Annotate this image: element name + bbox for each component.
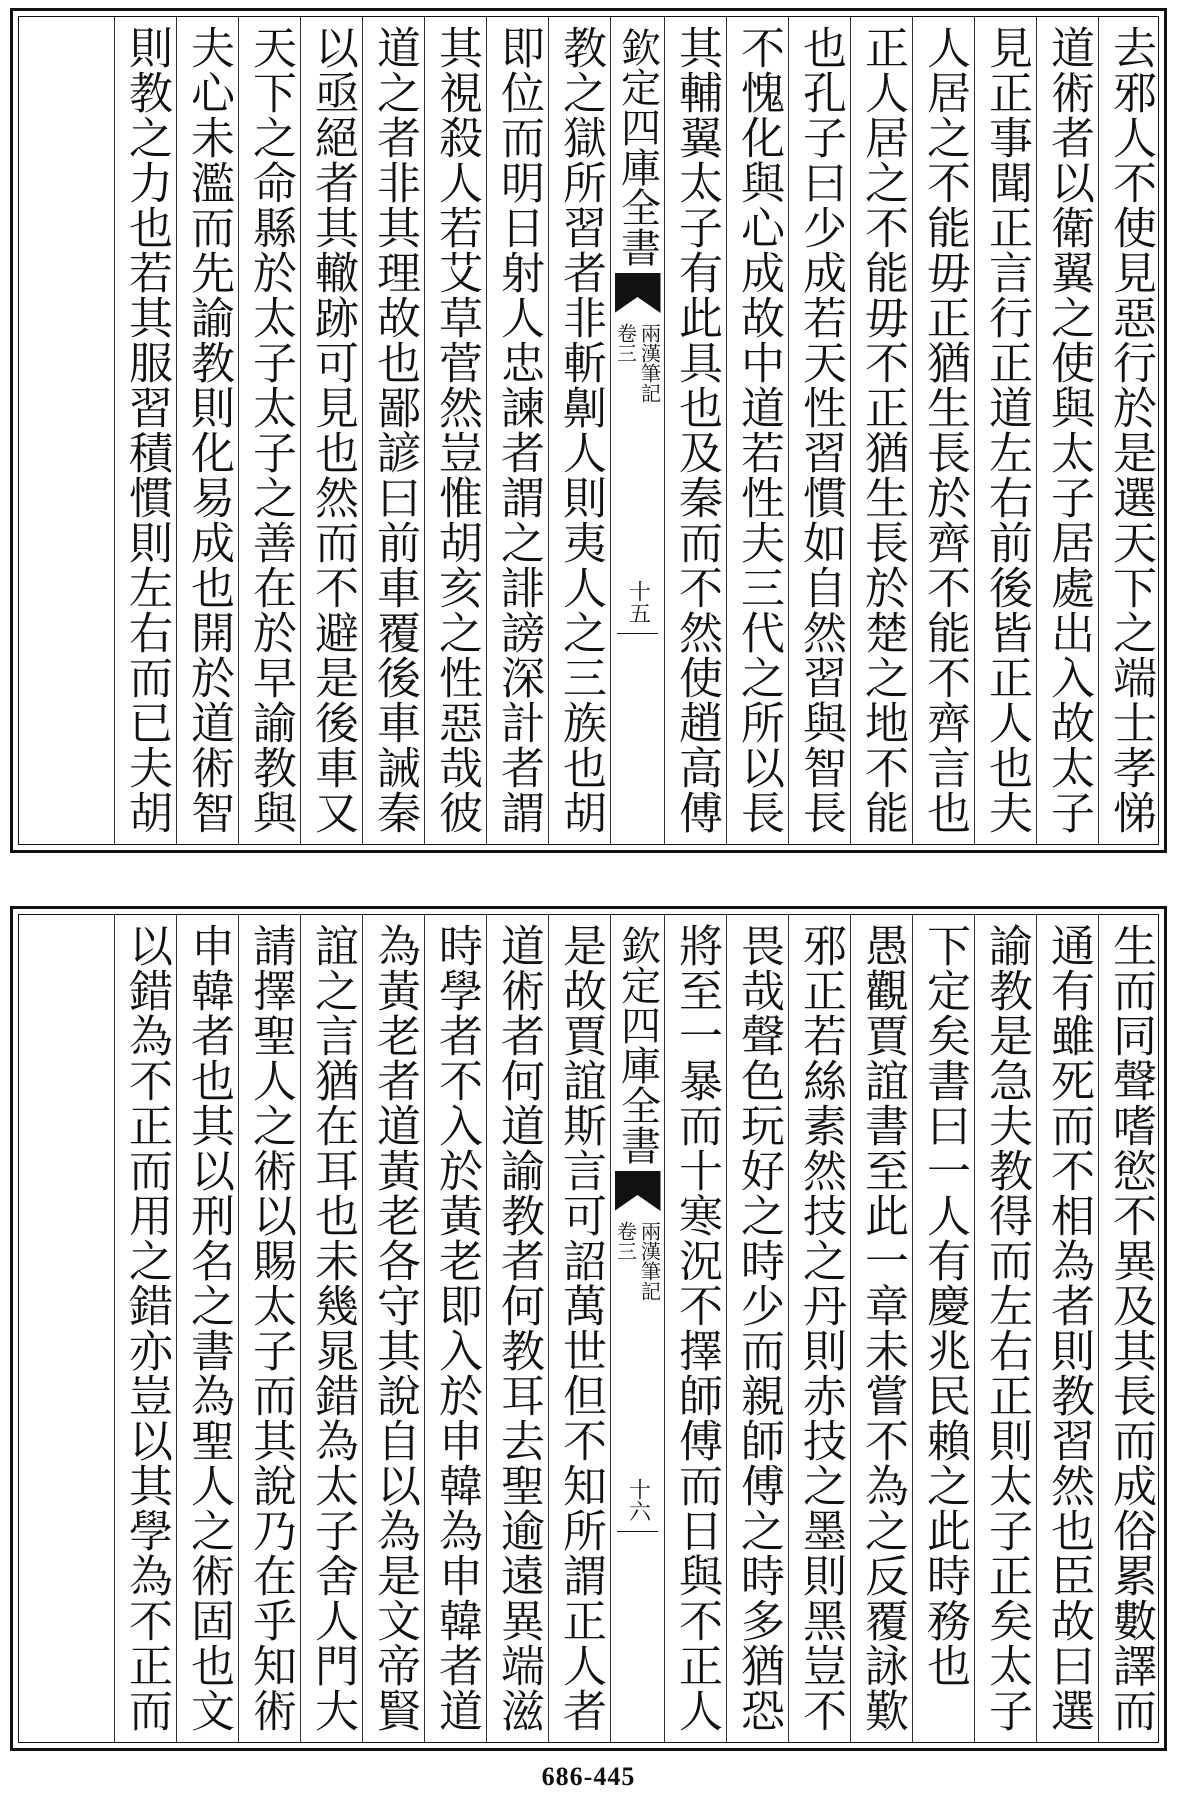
leaf-number: 十六: [625, 1478, 651, 1522]
page-number: 686-445: [541, 1762, 636, 1791]
book-meta: [615, 323, 661, 403]
volume-label: 卷三: [613, 323, 638, 363]
text-column: 以錯為不正而用之錯亦豈以其學為不正而: [114, 915, 176, 1742]
text-column: 也孔子曰少成若天性習慣如自然習與智長: [788, 17, 850, 844]
text-column: 其視殺人若艾草菅然豈惟胡亥之性惡哉彼: [424, 17, 486, 844]
text-column: 申韓者也其以刑名之書為聖人之術固也文: [176, 915, 238, 1742]
text-column: 夫心未濫而先諭教則化易成也開於道術智: [176, 17, 238, 844]
book-title: 兩漢筆記: [637, 1221, 662, 1301]
text-column: 去邪人不使見惡行於是選天下之端士孝悌: [1098, 17, 1160, 844]
text-column: 則教之力也若其服習積慣則左右而已夫胡: [114, 17, 176, 844]
text-column: 邪正若絲素然技之丹則赤技之墨則黑豈不: [788, 915, 850, 1742]
text-column: 誼之言猶在耳也未幾晁錯為太子舍人門大: [300, 915, 362, 1742]
text-column: 將至一暴而十寒況不擇師傅而日與不正人: [664, 915, 726, 1742]
leaf-rule: [617, 1531, 658, 1532]
text-column: 下定矣書曰一人有慶兆民賴之此時務也: [912, 915, 974, 1742]
fish-tail-ornament-icon: [615, 273, 661, 313]
text-column: 即位而明日射人忠諫者謂之誹謗深計者謂: [486, 17, 548, 844]
leaf-number: 十五: [625, 580, 651, 624]
text-column: 時學者不入於黃老即入於申韓為申韓者道: [424, 915, 486, 1742]
text-column: 人居之不能毋正猶生長於齊不能不齊言也: [912, 17, 974, 844]
text-column: 諭教是急夫教得而左右正則太子正矣太子: [974, 915, 1036, 1742]
text-column: 見正事聞正言行正道左右前後皆正人也夫: [974, 17, 1036, 844]
text-column: 生而同聲嗜慾不異及其長而成俗累數譯而: [1098, 915, 1160, 1742]
text-column: 不愧化與心成故中道若性夫三代之所以長: [726, 17, 788, 844]
center-fold-margin: [610, 915, 664, 1742]
text-column: 正人居之不能毋不正猶生長於楚之地不能: [850, 17, 912, 844]
text-column: 教之獄所習者非斬劓人則夷人之三族也胡: [548, 17, 610, 844]
text-column: 為黃老者道黃老各守其說自以為是文帝賢: [362, 915, 424, 1742]
book-title: 兩漢筆記: [637, 323, 662, 403]
leaf-rule: [617, 633, 658, 634]
text-column: 道術者以衛翼之使與太子居處出入故太子: [1036, 17, 1098, 844]
fish-tail-ornament-icon: [615, 1171, 661, 1211]
text-column: 愚觀賈誼書至此一章未嘗不為之反覆詠歎: [850, 915, 912, 1742]
folio-top: [10, 8, 1167, 853]
text-column: 以亟絕者其轍跡可見也然而不避是後車又: [300, 17, 362, 844]
text-column: 其輔翼太子有此具也及秦而不然使趙高傅: [664, 17, 726, 844]
text-column: 是故賈誼斯言可詔萬世但不知所謂正人者: [548, 915, 610, 1742]
text-column: 道之者非其理故也鄙諺曰前車覆後車誡秦: [362, 17, 424, 844]
volume-label: 卷三: [613, 1221, 638, 1261]
center-fold-margin: [610, 17, 664, 844]
text-column: 天下之命縣於太子太子之善在於早諭教與: [238, 17, 300, 844]
text-column: 道術者何道諭教者何教耳去聖逾遠異端滋: [486, 915, 548, 1742]
text-column: 畏哉聲色玩好之時少而親師傅之時多猶恐: [726, 915, 788, 1742]
library-title: 欽定四庫全書: [614, 925, 661, 1165]
book-meta: [615, 1221, 661, 1301]
text-column: 請擇聖人之術以賜太子而其說乃在乎知術: [238, 915, 300, 1742]
folio-bottom: [10, 906, 1167, 1751]
library-title: 欽定四庫全書: [614, 27, 661, 267]
text-column: 通有雖死而不相為者則教習然也臣故曰選: [1036, 915, 1098, 1742]
